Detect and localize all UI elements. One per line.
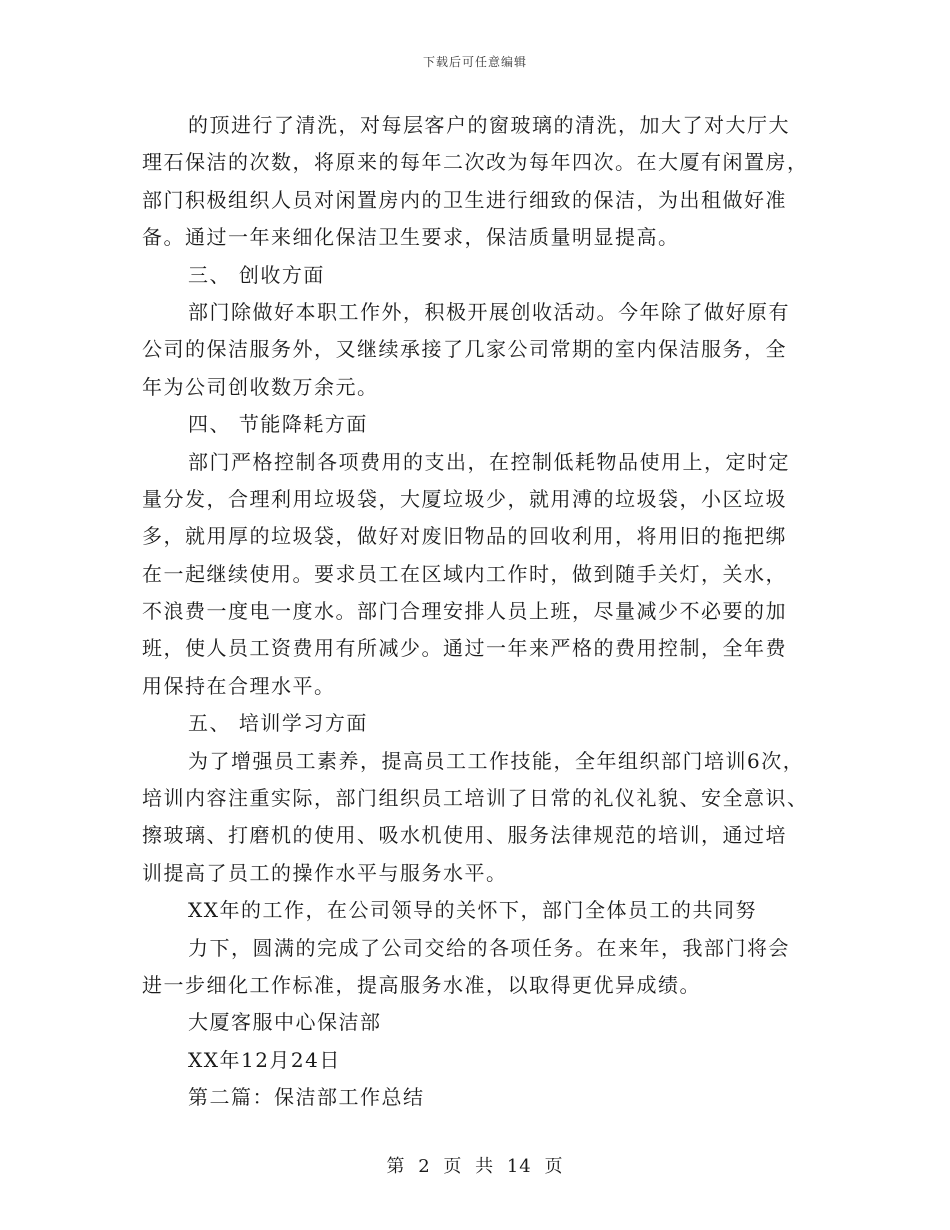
text-line: XX年的工作，在公司领导的关怀下，部门全体员工的共同努 bbox=[188, 898, 757, 923]
signature-date: XX年12月24日 bbox=[188, 1047, 341, 1072]
text-line: 量分发，合理利用垃圾袋，大厦垃圾少，就用溥的垃圾袋，小区垃圾 bbox=[142, 486, 787, 511]
text-line: 部门严格控制各项费用的支出，在控制低耗物品使用上，定时定 bbox=[188, 449, 790, 474]
text-line: 备。通过一年来细化保洁卫生要求，保洁质量明显提高。 bbox=[142, 225, 680, 250]
section-heading: 五、 培训学习方面 bbox=[188, 711, 368, 736]
text-line: 不浪费一度电一度水。部门合理安排人员上班，尽量减少不必要的加 bbox=[142, 599, 787, 624]
text-line: 理石保洁的次数，将原来的每年二次改为每年四次。在大厦有闲置房， bbox=[142, 150, 809, 175]
text-line: 部门积极组织人员对闲置房内的卫生进行细致的保洁，为出租做好准 bbox=[142, 187, 787, 212]
page-number: 第 2 页 共 14 页 bbox=[386, 1156, 564, 1177]
text-line: 在一起继续使用。要求员工在区域内工作时，做到随手关灯，关水， bbox=[142, 561, 787, 586]
text-line: 公司的保洁服务外，又继续承接了几家公司常期的室内保洁服务，全 bbox=[142, 337, 787, 362]
text-line: 进一步细化工作标准，提高服务水准，以取得更优异成绩。 bbox=[142, 972, 701, 997]
text-line: 多，就用厚的垃圾袋，做好对废旧物品的回收利用，将用旧的拖把绑 bbox=[142, 524, 787, 549]
text-line: 部门除做好本职工作外，积极开展创收活动。今年除了做好原有 bbox=[188, 299, 790, 324]
page-header: 下载后可任意编辑 bbox=[422, 55, 527, 69]
text-line: 班，使人员工资费用有所减少。通过一年来严格的费用控制，全年费 bbox=[142, 636, 787, 661]
signature-department: 大厦客服中心保洁部 bbox=[188, 1010, 382, 1035]
text-line: 的顶进行了清洗，对每层客户的窗玻璃的清洗，加大了对大厅大 bbox=[188, 113, 790, 137]
next-article-title: 第二篇：保洁部工作总结 bbox=[188, 1085, 425, 1110]
text-line: 力下，圆满的完成了公司交给的各项任务。在来年，我部门将会 bbox=[188, 935, 790, 960]
text-line: 培训内容注重实际，部门组织员工培训了日常的礼仪礼貌、安全意识、 bbox=[142, 786, 809, 811]
text-line: 训提高了员工的操作水平与服务水平。 bbox=[142, 860, 508, 885]
text-line: 用保持在合理水平。 bbox=[142, 673, 336, 698]
text-line: 擦玻璃、打磨机的使用、吸水机使用、服务法律规范的培训，通过培 bbox=[142, 823, 787, 848]
section-heading: 三、 创收方面 bbox=[188, 262, 325, 287]
text-line: 为了增强员工素养，提高员工工作技能，全年组织部门培训6次， bbox=[188, 748, 805, 773]
document-body bbox=[142, 107, 812, 1117]
section-heading: 四、 节能降耗方面 bbox=[188, 412, 368, 437]
text-line: 年为公司创收数万余元。 bbox=[142, 374, 379, 399]
